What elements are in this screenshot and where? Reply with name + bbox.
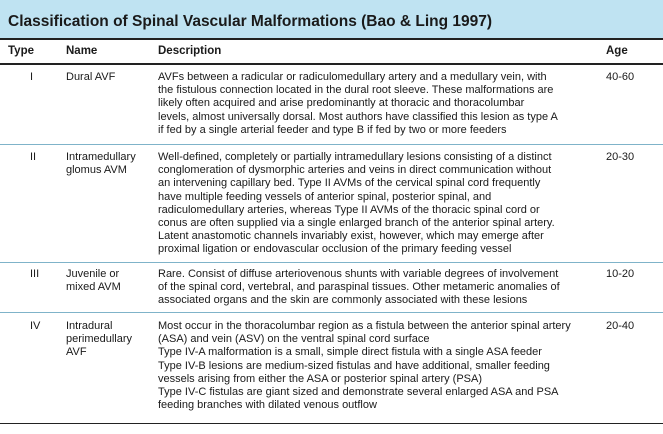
header-top-rule <box>0 38 663 40</box>
row-4-type: IV <box>30 320 41 332</box>
row-1-type: I <box>30 71 34 83</box>
row-4-age: 20-40 <box>606 320 635 332</box>
column-header-age: Age <box>606 45 628 57</box>
column-header-type: Type <box>8 45 34 57</box>
row-4-description: Most occur in the thoracolumbar region as a fistula between the anterior spinal artery (ASA) and vein (ASV) on the ventral spinal cord surface Type IV-A malformation is a small, simple direct fistula with a single ASA feeder Type IV-B lesions are medium-sized fistulas and have additional, smaller feeding vessels arising from either the ASA or posterior spinal artery (PSA) Type IV-C fistulas are giant sized and demonstrate several enlarged ASA and PSA feeding branches with dilated venous outflow <box>158 320 571 412</box>
row-3-description: Rare. Consist of diffuse arteriovenous shunts with variable degrees of involvement of the spinal cord, vertebral, and paraspinal tissues. Other metameric anomalies of associated organs and the skin are commonly associated with these lesions <box>158 268 560 307</box>
row-divider <box>0 262 663 263</box>
row-3-age: 10-20 <box>606 268 635 280</box>
row-3-name: Juvenile or mixed AVM <box>66 268 121 294</box>
row-2-name: Intramedullary glomus AVM <box>66 151 136 177</box>
row-2-type: II <box>30 151 37 163</box>
table-bottom-rule <box>0 423 663 424</box>
row-3-type: III <box>30 268 40 280</box>
row-4-name: Intradural perimedullary AVF <box>66 320 133 359</box>
row-divider <box>0 312 663 313</box>
row-1-age: 40-60 <box>606 71 635 83</box>
column-header-description: Description <box>158 45 222 57</box>
row-divider <box>0 144 663 145</box>
table-title: Classification of Spinal Vascular Malformations (Bao & Ling 1997) <box>0 0 663 38</box>
row-2-age: 20-30 <box>606 151 635 163</box>
column-header-name: Name <box>66 45 98 57</box>
row-1-description: AVFs between a radicular or radiculomedullary artery and a medullary vein, with the fistulous connection located in the dural root sleeve. These malformations are likely often acquired and arise predominantly at thoracic and thoracolumbar levels, almost universally dorsal. Most authors have classified this lesion as type A if fed by a single arterial feeder and type B if fed by two or more feeders <box>158 71 558 136</box>
row-1-name: Dural AVF <box>66 71 116 83</box>
row-2-description: Well-defined, completely or partially intramedullary lesions consisting of a distinct conglomeration of dysmorphic arteries and veins in direct communication without an intervening capillary bed. Type II AVMs of the cervical spinal cord frequently have multiple feeding vessels of anterior spinal, posterior spinal, and radiculomedullary arteries, whereas Type II AVMs of the thoracic spinal cord or conus are often supplied via a single enlarged branch of the anterior spinal artery. Latent anastomotic channels invariably exist, however, which may emerge after proximal ligation or endovascular occlusion of the primary feeding vessel <box>158 151 555 256</box>
header-bottom-rule <box>0 63 663 65</box>
